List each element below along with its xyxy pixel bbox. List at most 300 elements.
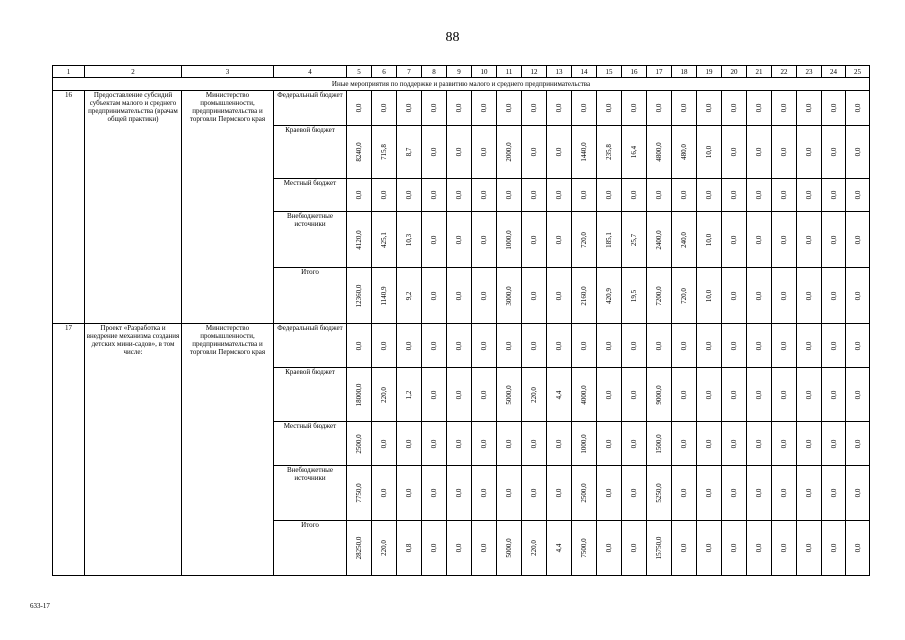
value-cell bbox=[722, 126, 747, 179]
value-text: 0,0 bbox=[705, 341, 713, 350]
value-cell bbox=[846, 268, 870, 324]
value-cell bbox=[472, 368, 497, 422]
value-text: 0,0 bbox=[755, 488, 763, 498]
column-number: 20 bbox=[722, 66, 747, 78]
value-cell bbox=[422, 126, 447, 179]
value-cell bbox=[522, 268, 547, 324]
value-cell bbox=[722, 521, 747, 576]
value-text: 0,0 bbox=[853, 390, 862, 399]
value-cell bbox=[647, 521, 672, 576]
value-cell bbox=[422, 521, 447, 576]
value-text: 0,0 bbox=[530, 235, 538, 244]
value-text: 0,0 bbox=[730, 147, 738, 157]
value-cell bbox=[497, 466, 522, 521]
value-text: 0,0 bbox=[829, 439, 838, 448]
value-cell bbox=[472, 521, 497, 576]
value-cell bbox=[397, 422, 422, 466]
value-cell bbox=[722, 91, 747, 126]
column-number: 23 bbox=[797, 66, 822, 78]
value-cell bbox=[697, 179, 722, 212]
value-cell bbox=[572, 521, 597, 576]
column-number: 15 bbox=[597, 66, 622, 78]
value-cell bbox=[547, 91, 572, 126]
value-cell bbox=[372, 91, 397, 126]
value-text: 0,0 bbox=[405, 190, 413, 200]
value-text: 0,0 bbox=[630, 543, 638, 553]
value-text: 0,0 bbox=[780, 291, 788, 300]
column-number: 24 bbox=[822, 66, 846, 78]
value-text: 0,0 bbox=[705, 543, 713, 553]
value-cell bbox=[522, 422, 547, 466]
value-text: 0,0 bbox=[580, 341, 588, 350]
value-text: 425,1 bbox=[380, 231, 388, 248]
value-text: 0,0 bbox=[780, 439, 788, 448]
value-cell bbox=[372, 466, 397, 521]
value-cell bbox=[822, 126, 846, 179]
value-cell bbox=[572, 368, 597, 422]
value-cell bbox=[447, 521, 472, 576]
column-number: 25 bbox=[846, 66, 870, 78]
value-cell bbox=[572, 91, 597, 126]
value-text: 0,0 bbox=[780, 390, 788, 399]
column-number: 11 bbox=[497, 66, 522, 78]
column-number: 6 bbox=[372, 66, 397, 78]
value-text: 8,7 bbox=[405, 147, 413, 157]
value-cell bbox=[572, 466, 597, 521]
value-text: 0,0 bbox=[829, 488, 838, 498]
value-text: 0,0 bbox=[705, 390, 713, 399]
value-text: 0,0 bbox=[755, 439, 763, 448]
value-text: 0,0 bbox=[480, 103, 488, 113]
value-cell bbox=[397, 268, 422, 324]
value-cell bbox=[846, 126, 870, 179]
value-cell bbox=[422, 368, 447, 422]
value-text: 0,0 bbox=[805, 543, 813, 553]
value-cell bbox=[472, 212, 497, 268]
value-cell bbox=[572, 422, 597, 466]
value-cell bbox=[697, 268, 722, 324]
value-text: 0,0 bbox=[430, 291, 438, 300]
value-text: 0,0 bbox=[829, 543, 838, 553]
value-text: 0,0 bbox=[455, 439, 463, 448]
value-cell bbox=[347, 368, 372, 422]
value-cell bbox=[697, 126, 722, 179]
value-text: 0,0 bbox=[705, 488, 713, 498]
column-number: 7 bbox=[397, 66, 422, 78]
value-text: 10,0 bbox=[705, 233, 713, 246]
value-text: 0,0 bbox=[480, 190, 488, 200]
value-text: 0,0 bbox=[829, 390, 838, 399]
value-cell bbox=[472, 268, 497, 324]
column-number: 21 bbox=[747, 66, 772, 78]
value-cell bbox=[397, 126, 422, 179]
responsible-agency: Министерство промышленности, предпринимательства и торговли Пермского края bbox=[182, 324, 274, 576]
value-cell bbox=[472, 466, 497, 521]
value-text: 0,0 bbox=[680, 439, 688, 448]
value-cell bbox=[822, 466, 846, 521]
value-text: 0,0 bbox=[455, 390, 463, 399]
value-text: 7200,0 bbox=[655, 285, 663, 306]
value-text: 0,0 bbox=[805, 341, 813, 350]
value-cell bbox=[822, 324, 846, 368]
value-text: 4000,0 bbox=[580, 384, 588, 405]
value-text: 0,0 bbox=[805, 390, 813, 399]
value-cell bbox=[597, 368, 622, 422]
funding-source: Краевой бюджет bbox=[274, 368, 347, 422]
value-text: 0,0 bbox=[853, 291, 862, 300]
value-cell bbox=[347, 126, 372, 179]
value-text: 5250,0 bbox=[655, 483, 663, 503]
value-cell bbox=[472, 324, 497, 368]
value-text: 0,0 bbox=[530, 103, 538, 113]
value-text: 0,0 bbox=[380, 439, 388, 448]
value-cell bbox=[672, 466, 697, 521]
column-number: 5 bbox=[347, 66, 372, 78]
value-text: 2000,0 bbox=[505, 142, 513, 162]
value-cell bbox=[347, 91, 372, 126]
value-text: 0,0 bbox=[780, 543, 788, 553]
value-cell bbox=[647, 368, 672, 422]
value-text: 0,0 bbox=[730, 235, 738, 244]
value-text: 19,5 bbox=[630, 289, 638, 302]
value-cell bbox=[846, 466, 870, 521]
value-cell bbox=[772, 368, 797, 422]
value-text: 5000,0 bbox=[505, 538, 513, 558]
value-text: 0,0 bbox=[853, 488, 862, 498]
value-cell bbox=[722, 212, 747, 268]
value-text: 0,0 bbox=[580, 190, 588, 200]
value-cell bbox=[372, 324, 397, 368]
value-cell bbox=[647, 179, 672, 212]
value-text: 0,0 bbox=[555, 235, 563, 244]
value-text: 0,0 bbox=[480, 543, 488, 553]
value-text: 0,0 bbox=[455, 543, 463, 553]
value-cell bbox=[522, 91, 547, 126]
value-cell bbox=[497, 179, 522, 212]
column-number: 1 bbox=[53, 66, 85, 78]
value-text: 18000,0 bbox=[355, 383, 363, 406]
value-text: 0,0 bbox=[405, 103, 413, 113]
value-text: 0,0 bbox=[405, 341, 413, 350]
value-text: 12360,0 bbox=[355, 284, 363, 307]
value-text: 0,0 bbox=[805, 439, 813, 448]
funding-source: Внебюджетные источники bbox=[274, 466, 347, 521]
value-text: 0,0 bbox=[530, 147, 538, 157]
value-text: 0,0 bbox=[505, 488, 513, 498]
value-cell bbox=[647, 91, 672, 126]
value-cell bbox=[647, 126, 672, 179]
value-cell bbox=[722, 179, 747, 212]
value-text: 28250,0 bbox=[355, 536, 363, 560]
value-cell bbox=[572, 324, 597, 368]
value-cell bbox=[747, 212, 772, 268]
value-text: 0,0 bbox=[380, 190, 388, 200]
value-text: 0,0 bbox=[730, 103, 738, 113]
value-text: 715,8 bbox=[380, 144, 388, 160]
value-text: 0,0 bbox=[505, 103, 513, 113]
value-text: 0,0 bbox=[480, 235, 488, 244]
value-cell bbox=[372, 268, 397, 324]
value-text: 0,0 bbox=[530, 341, 538, 350]
value-cell bbox=[547, 268, 572, 324]
value-cell bbox=[672, 324, 697, 368]
value-text: 0,0 bbox=[680, 103, 688, 113]
value-cell bbox=[822, 268, 846, 324]
value-text: 0,0 bbox=[405, 488, 413, 498]
value-cell bbox=[722, 368, 747, 422]
value-text: 0,0 bbox=[605, 439, 613, 448]
value-text: 1140,9 bbox=[380, 286, 388, 305]
value-cell bbox=[597, 422, 622, 466]
value-cell bbox=[347, 268, 372, 324]
value-text: 0,0 bbox=[705, 103, 713, 113]
value-text: 0,0 bbox=[505, 190, 513, 200]
value-text: 0,0 bbox=[605, 488, 613, 498]
value-cell bbox=[797, 179, 822, 212]
value-text: 0,0 bbox=[829, 147, 838, 157]
value-cell bbox=[572, 126, 597, 179]
value-cell bbox=[447, 179, 472, 212]
value-cell bbox=[572, 212, 597, 268]
value-text: 0,0 bbox=[555, 103, 563, 113]
value-cell bbox=[647, 466, 672, 521]
value-text: 0,0 bbox=[430, 488, 438, 498]
value-cell bbox=[497, 422, 522, 466]
value-text: 0,0 bbox=[829, 103, 838, 113]
value-text: 0,0 bbox=[805, 147, 813, 157]
value-cell bbox=[497, 91, 522, 126]
funding-source: Итого bbox=[274, 521, 347, 576]
value-cell bbox=[697, 368, 722, 422]
value-text: 7750,0 bbox=[355, 483, 363, 503]
value-cell bbox=[547, 126, 572, 179]
value-cell bbox=[747, 179, 772, 212]
value-text: 0,0 bbox=[455, 341, 463, 350]
value-text: 0,0 bbox=[455, 147, 463, 157]
value-cell bbox=[697, 466, 722, 521]
funding-source: Краевой бюджет bbox=[274, 126, 347, 179]
value-text: 0,0 bbox=[555, 439, 563, 448]
value-cell bbox=[772, 91, 797, 126]
value-cell bbox=[597, 324, 622, 368]
value-cell bbox=[622, 368, 647, 422]
value-cell bbox=[747, 268, 772, 324]
value-text: 1000,0 bbox=[505, 229, 513, 250]
value-cell bbox=[397, 179, 422, 212]
value-cell bbox=[347, 212, 372, 268]
value-text: 2500,0 bbox=[580, 483, 588, 503]
value-text: 0,0 bbox=[555, 291, 563, 300]
value-text: 0,0 bbox=[430, 390, 438, 399]
value-text: 16,4 bbox=[630, 145, 638, 159]
value-cell bbox=[622, 422, 647, 466]
column-number: 13 bbox=[547, 66, 572, 78]
value-cell bbox=[497, 126, 522, 179]
value-cell bbox=[622, 268, 647, 324]
value-text: 0,0 bbox=[530, 488, 538, 498]
value-text: 0,0 bbox=[755, 291, 763, 300]
value-cell bbox=[447, 466, 472, 521]
value-cell bbox=[422, 179, 447, 212]
value-cell bbox=[622, 126, 647, 179]
value-text: 0,0 bbox=[755, 103, 763, 113]
funding-source: Внебюджетные источники bbox=[274, 212, 347, 268]
value-text: 0,0 bbox=[730, 190, 738, 200]
value-text: 480,0 bbox=[680, 144, 688, 160]
value-text: 0,0 bbox=[455, 103, 463, 113]
value-text: 0,0 bbox=[430, 341, 438, 350]
column-number: 8 bbox=[422, 66, 447, 78]
value-cell bbox=[647, 268, 672, 324]
item-name: Проект «Разработка и внедрение механизма создания детских мини-садов», в том числе: bbox=[85, 324, 182, 576]
funding-source: Местный бюджет bbox=[274, 422, 347, 466]
value-text: 1,2 bbox=[405, 390, 413, 399]
value-text: 0,0 bbox=[853, 439, 862, 448]
value-cell bbox=[522, 126, 547, 179]
value-cell bbox=[597, 466, 622, 521]
value-cell bbox=[372, 212, 397, 268]
value-cell bbox=[547, 422, 572, 466]
value-text: 0,0 bbox=[730, 390, 738, 399]
value-cell bbox=[347, 324, 372, 368]
value-cell bbox=[846, 212, 870, 268]
value-text: 0,0 bbox=[405, 439, 413, 448]
value-text: 0,0 bbox=[480, 488, 488, 498]
value-text: 0,0 bbox=[580, 103, 588, 113]
budget-table bbox=[52, 65, 870, 576]
value-cell bbox=[772, 521, 797, 576]
value-cell bbox=[672, 521, 697, 576]
value-text: 0,0 bbox=[853, 103, 862, 113]
value-cell bbox=[397, 91, 422, 126]
value-text: 0,0 bbox=[780, 190, 788, 200]
value-text: 0,0 bbox=[455, 488, 463, 498]
value-text: 0,0 bbox=[655, 190, 663, 200]
value-cell bbox=[672, 179, 697, 212]
value-cell bbox=[497, 368, 522, 422]
value-cell bbox=[597, 126, 622, 179]
column-number: 10 bbox=[472, 66, 497, 78]
value-text: 4120,0 bbox=[355, 229, 363, 250]
value-cell bbox=[447, 368, 472, 422]
value-cell bbox=[797, 368, 822, 422]
value-text: 0,0 bbox=[730, 488, 738, 498]
value-cell bbox=[747, 324, 772, 368]
value-text: 420,9 bbox=[605, 287, 613, 304]
value-cell bbox=[647, 422, 672, 466]
value-cell bbox=[797, 521, 822, 576]
column-number-row bbox=[53, 66, 870, 78]
value-cell bbox=[422, 91, 447, 126]
page-number: 88 bbox=[445, 30, 460, 45]
value-cell bbox=[547, 466, 572, 521]
value-text: 0,0 bbox=[829, 235, 838, 244]
value-cell bbox=[497, 212, 522, 268]
value-text: 0,0 bbox=[780, 147, 788, 157]
value-text: 0,0 bbox=[430, 439, 438, 448]
value-cell bbox=[422, 324, 447, 368]
value-text: 2400,0 bbox=[655, 229, 663, 250]
value-text: 0,0 bbox=[430, 190, 438, 200]
value-text: 0,0 bbox=[755, 390, 763, 399]
value-cell bbox=[822, 368, 846, 422]
value-cell bbox=[472, 91, 497, 126]
value-text: 0,0 bbox=[853, 190, 862, 200]
value-cell bbox=[772, 324, 797, 368]
value-text: 0,0 bbox=[605, 103, 613, 113]
value-cell bbox=[722, 268, 747, 324]
value-text: 0,0 bbox=[505, 439, 513, 448]
value-cell bbox=[397, 368, 422, 422]
value-cell bbox=[522, 521, 547, 576]
column-number: 2 bbox=[85, 66, 182, 78]
value-text: 8240,0 bbox=[355, 142, 363, 162]
value-cell bbox=[846, 368, 870, 422]
value-text: 0,0 bbox=[480, 439, 488, 448]
value-cell bbox=[622, 466, 647, 521]
value-text: 0,0 bbox=[655, 103, 663, 113]
value-cell bbox=[622, 179, 647, 212]
value-cell bbox=[472, 179, 497, 212]
column-number: 22 bbox=[772, 66, 797, 78]
column-number: 16 bbox=[622, 66, 647, 78]
value-cell bbox=[572, 179, 597, 212]
value-text: 720,0 bbox=[680, 287, 688, 304]
value-text: 0,0 bbox=[755, 543, 763, 553]
value-cell bbox=[372, 126, 397, 179]
value-cell bbox=[722, 324, 747, 368]
value-text: 220,0 bbox=[380, 386, 388, 403]
column-number: 18 bbox=[672, 66, 697, 78]
table-row bbox=[53, 324, 870, 368]
value-cell bbox=[672, 126, 697, 179]
value-cell bbox=[372, 521, 397, 576]
value-text: 0,0 bbox=[680, 341, 688, 350]
value-cell bbox=[547, 368, 572, 422]
value-cell bbox=[447, 324, 472, 368]
value-cell bbox=[397, 521, 422, 576]
value-text: 0,0 bbox=[755, 190, 763, 200]
column-number: 14 bbox=[572, 66, 597, 78]
value-text: 7500,0 bbox=[580, 538, 588, 558]
value-cell bbox=[397, 324, 422, 368]
value-text: 0,0 bbox=[605, 341, 613, 350]
value-text: 9,2 bbox=[405, 291, 413, 300]
value-text: 0,0 bbox=[605, 190, 613, 200]
value-text: 220,0 bbox=[380, 540, 388, 556]
value-text: 0,0 bbox=[630, 190, 638, 200]
value-cell bbox=[772, 212, 797, 268]
value-text: 0,0 bbox=[780, 103, 788, 113]
value-cell bbox=[447, 268, 472, 324]
value-cell bbox=[447, 212, 472, 268]
value-text: 0,0 bbox=[730, 341, 738, 350]
value-text: 0,0 bbox=[530, 439, 538, 448]
value-cell bbox=[597, 268, 622, 324]
item-name: Предоставление субсидий субъектам малого и среднего предпринимательства (врачам общей практики) bbox=[85, 91, 182, 324]
value-text: 10,3 bbox=[405, 233, 413, 246]
value-cell bbox=[747, 126, 772, 179]
funding-source: Федеральный бюджет bbox=[274, 324, 347, 368]
value-text: 0,0 bbox=[555, 488, 563, 498]
value-cell bbox=[497, 324, 522, 368]
value-cell bbox=[622, 324, 647, 368]
value-cell bbox=[822, 179, 846, 212]
value-cell bbox=[372, 368, 397, 422]
value-cell bbox=[672, 368, 697, 422]
value-text: 2500,0 bbox=[355, 433, 363, 454]
section-title: Иные мероприятия по поддержке и развитию малого и среднего предпринимательства bbox=[53, 78, 870, 91]
